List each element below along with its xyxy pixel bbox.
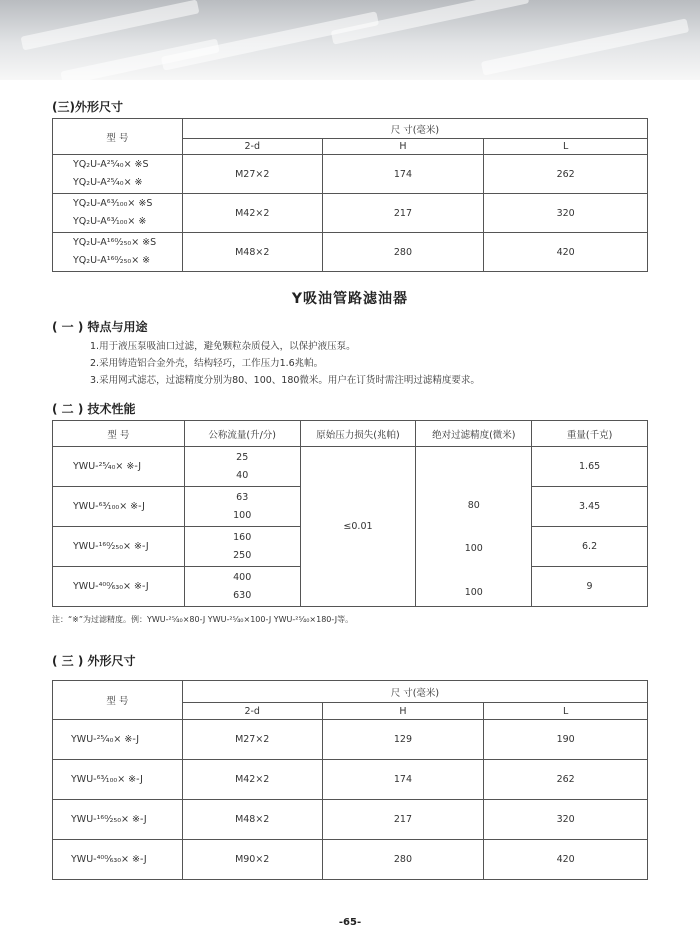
col-header-precision: 绝对过滤精度(微米) bbox=[416, 421, 532, 447]
cell-h: 217 bbox=[322, 800, 484, 840]
cell-h: 129 bbox=[322, 720, 484, 760]
col-header-d: 2-d bbox=[182, 703, 322, 720]
col-header-model: 型 号 bbox=[53, 119, 183, 155]
table-row bbox=[53, 447, 648, 487]
cell-h: 217 bbox=[322, 194, 484, 233]
model-cell: YWU-⁴⁰⁰⁄₆₃₀× ※-J bbox=[53, 840, 183, 880]
col-header-size: 尺 寸(毫米) bbox=[182, 119, 647, 139]
cell-h: 280 bbox=[322, 233, 484, 272]
feature-item: 2.采用铸造铝合金外壳，结构轻巧，工作压力1.6兆帕。 bbox=[90, 358, 324, 369]
cell-d: M90×2 bbox=[182, 840, 322, 880]
col-header-flow: 公称流量(升/分) bbox=[184, 421, 300, 447]
col-header-model: 型 号 bbox=[53, 421, 185, 447]
cell-h: 174 bbox=[322, 155, 484, 194]
table-row bbox=[53, 720, 648, 760]
section-heading-dimensions-1: (三)外形尺寸 bbox=[52, 100, 123, 114]
dimensions-table-1 bbox=[52, 118, 648, 272]
table-row bbox=[53, 194, 648, 233]
cell-l: 262 bbox=[484, 760, 648, 800]
precision-cell: 80 100 100 bbox=[416, 447, 532, 607]
precision-note: 注：“※”为过滤精度。例：YWU-²⁵⁄₄₀×80-J YWU-²⁵⁄₄₀×100-J YWU-²⁵⁄₄₀×180-J等。 bbox=[52, 615, 354, 624]
col-header-l: L bbox=[484, 703, 648, 720]
page-number: -65- bbox=[338, 917, 362, 928]
cell-l: 420 bbox=[484, 233, 648, 272]
col-header-size: 尺 寸(毫米) bbox=[182, 681, 647, 703]
model-cell: YQ₂U-A¹⁶⁰⁄₂₅₀× ※S YQ₂U-A¹⁶⁰⁄₂₅₀× ※ bbox=[53, 233, 183, 272]
cell-d: M27×2 bbox=[182, 155, 322, 194]
cell-h: 280 bbox=[322, 840, 484, 880]
model-cell: YWU-²⁵⁄₄₀× ※-J bbox=[53, 447, 185, 487]
col-header-model: 型 号 bbox=[53, 681, 183, 720]
flow-cell: 63 100 bbox=[184, 487, 300, 527]
table-row bbox=[53, 155, 648, 194]
col-header-h: H bbox=[322, 703, 484, 720]
model-cell: YQ₂U-A⁶³⁄₁₀₀× ※S YQ₂U-A⁶³⁄₁₀₀× ※ bbox=[53, 194, 183, 233]
cell-d: M27×2 bbox=[182, 720, 322, 760]
weight-cell: 9 bbox=[532, 567, 648, 607]
model-cell: YWU-⁴⁰⁰⁄₆₃₀× ※-J bbox=[53, 567, 185, 607]
table-row bbox=[53, 233, 648, 272]
model-cell: YWU-⁶³⁄₁₀₀× ※-J bbox=[53, 487, 185, 527]
feature-item: 1.用于液压泵吸油口过滤，避免颗粒杂质侵入，以保护液压泵。 bbox=[90, 341, 356, 352]
weight-cell: 1.65 bbox=[532, 447, 648, 487]
model-cell: YWU-⁶³⁄₁₀₀× ※-J bbox=[53, 760, 183, 800]
performance-table bbox=[52, 420, 648, 607]
product-title: Y吸油管路滤油器 bbox=[291, 291, 409, 307]
col-header-h: H bbox=[322, 139, 484, 155]
cell-d: M48×2 bbox=[182, 800, 322, 840]
cell-l: 320 bbox=[484, 194, 648, 233]
section-heading-performance: ( 二 ) 技术性能 bbox=[52, 402, 136, 416]
col-header-pressure: 原始压力损失(兆帕) bbox=[300, 421, 416, 447]
model-cell: YWU-¹⁶⁰⁄₂₅₀× ※-J bbox=[53, 527, 185, 567]
section-heading-dimensions-2: ( 三 ) 外形尺寸 bbox=[52, 654, 136, 668]
flow-cell: 400 630 bbox=[184, 567, 300, 607]
cell-l: 320 bbox=[484, 800, 648, 840]
col-header-weight: 重量(千克) bbox=[532, 421, 648, 447]
cell-l: 262 bbox=[484, 155, 648, 194]
table-row bbox=[53, 800, 648, 840]
dimensions-table-2 bbox=[52, 680, 648, 880]
weight-cell: 3.45 bbox=[532, 487, 648, 527]
cell-l: 190 bbox=[484, 720, 648, 760]
flow-cell: 160 250 bbox=[184, 527, 300, 567]
cell-d: M42×2 bbox=[182, 760, 322, 800]
cell-d: M42×2 bbox=[182, 194, 322, 233]
cell-d: M48×2 bbox=[182, 233, 322, 272]
model-cell: YWU-¹⁶⁰⁄₂₅₀× ※-J bbox=[53, 800, 183, 840]
table-row bbox=[53, 760, 648, 800]
model-cell: YWU-²⁵⁄₄₀× ※-J bbox=[53, 720, 183, 760]
cell-l: 420 bbox=[484, 840, 648, 880]
flow-cell: 25 40 bbox=[184, 447, 300, 487]
pressure-cell: ≤0.01 bbox=[300, 447, 416, 607]
header-banner bbox=[0, 0, 700, 80]
feature-item: 3.采用网式滤芯，过滤精度分别为80、100、180微米。用户在订货时需注明过滤精度要求。 bbox=[90, 375, 480, 386]
col-header-d: 2-d bbox=[182, 139, 322, 155]
cell-h: 174 bbox=[322, 760, 484, 800]
weight-cell: 6.2 bbox=[532, 527, 648, 567]
section-heading-features: ( 一 ) 特点与用途 bbox=[52, 320, 148, 334]
col-header-l: L bbox=[484, 139, 648, 155]
table-row bbox=[53, 840, 648, 880]
model-cell: YQ₂U-A²⁵⁄₄₀× ※S YQ₂U-A²⁵⁄₄₀× ※ bbox=[53, 155, 183, 194]
